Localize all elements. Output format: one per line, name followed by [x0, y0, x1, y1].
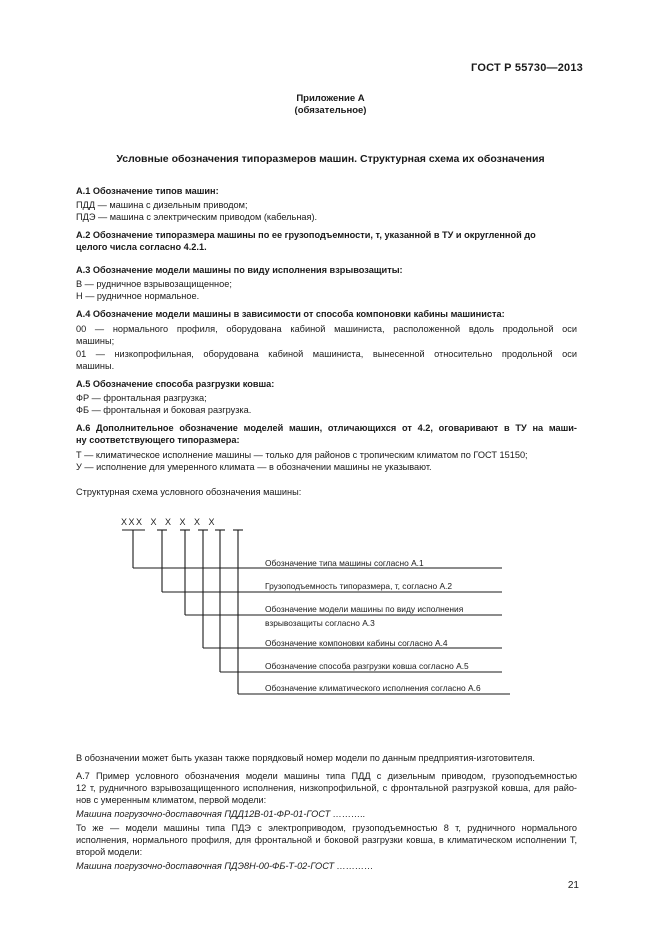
main-title: Условные обозначения типоразмеров машин. Структурная схема их обозначения [116, 153, 545, 165]
section-a1-line: ПДД — машина с дизельным приводом; [76, 200, 248, 210]
schema-label: Грузоподъемность типоразмера, т, согласно А.2 [265, 581, 453, 591]
section-a4-heading: А.4 Обозначение модели машины в зависимости от способа компоновки кабины машиниста: [76, 309, 505, 319]
section-a4-line: 00 — нормального профиля, оборудована кабиной машиниста, расположенной вдоль продольной оси [76, 324, 577, 334]
paragraph-model-number: В обозначении может быть указан также порядковый номер модели по данным предприятия-изготовителя. [76, 753, 535, 763]
schema-code: ХХХ Х Х Х Х Х [121, 517, 217, 527]
schema-label: Обозначение способа разгрузки ковша согласно А.5 [265, 661, 469, 671]
section-a4-line: машины. [76, 361, 115, 371]
section-a5-line: ФБ — фронтальная и боковая разгрузка. [76, 405, 252, 415]
schema-label: Обозначение типа машины согласно А.1 [265, 558, 424, 568]
section-a7-line: нов с умеренным климатом, первой модели: [76, 795, 267, 805]
example-designation-1: Машина погрузочно-доставочная ПДД12В-01-ФР-01-ГОСТ ……….. [76, 809, 366, 819]
section-a5-heading: А.5 Обозначение способа разгрузки ковша: [76, 379, 275, 389]
example-designation-2: Машина погрузочно-доставочная ПДЭ8Н-00-ФБ-Т-02-ГОСТ ………… [76, 861, 374, 871]
section-a6-heading: А.6 Дополнительное обозначение моделей машин, отличающихся от 4.2, оговаривают в ТУ на маши- [76, 423, 577, 433]
section-a3-line: В — рудничное взрывозащищенное; [76, 279, 232, 289]
paragraph-example-2: исполнения, нормального профиля, для фронтальной и боковой разгрузки ковша, в климатическом исполнении Т, [76, 835, 577, 845]
section-a1-heading: А.1 Обозначение типов машин: [76, 186, 219, 196]
schema-label: Обозначение компоновки кабины согласно А.4 [265, 638, 448, 648]
appendix-status: (обязательное) [294, 105, 367, 116]
paragraph-example-2: второй модели: [76, 847, 143, 857]
section-a4-line: 01 — низкопрофильная, оборудована кабиной машиниста, вынесенной относительно продольной оси [76, 349, 577, 359]
standard-number: ГОСТ Р 55730—2013 [471, 62, 583, 74]
section-a6-line: У — исполнение для умеренного климата — в обозначении машины не указывают. [76, 462, 432, 472]
paragraph-example-2: То же — модели машины типа ПДЭ с электроприводом, грузоподъемностью 8 т, рудничного нормального [76, 823, 577, 833]
section-a7-line: А.7 Пример условного обозначения модели машины типа ПДД с дизельным приводом, грузоподъемностью [76, 771, 577, 781]
schema-label: взрывозащиты согласно А.3 [265, 618, 375, 628]
section-a1-line: ПДЭ — машина с электрическим приводом (кабельная). [76, 212, 318, 222]
appendix-title: Приложение А [296, 93, 365, 104]
section-a7-line: 12 т, рудничного взрывозащищенного исполнения, низкопрофильной, с фронтальной разгрузкой ковша, для райо- [76, 783, 577, 793]
section-a3-line: Н — рудничное нормальное. [76, 291, 200, 301]
section-a2-heading: А.2 Обозначение типоразмера машины по ее грузоподъемности, т, указанной в ТУ и округленной до [76, 230, 536, 240]
section-a3-heading: А.3 Обозначение модели машины по виду исполнения взрывозащиты: [76, 265, 403, 275]
schema-label: Обозначение модели машины по виду исполнения [265, 604, 464, 614]
page-number: 21 [567, 880, 579, 891]
section-a4-line: машины; [76, 336, 115, 346]
section-a6-heading-cont: ну соответствующего типоразмера: [76, 435, 240, 445]
section-a5-line: ФР — фронтальная разгрузка; [76, 393, 207, 403]
schema-label: Обозначение климатического исполнения согласно А.6 [265, 683, 481, 693]
section-a2-heading-cont: целого числа согласно 4.2.1. [76, 242, 207, 252]
schema-intro: Структурная схема условного обозначения машины: [76, 487, 302, 497]
section-a6-line: Т — климатическое исполнение машины — только для районов с тропическим климатом по ГОСТ 15150; [76, 450, 528, 460]
